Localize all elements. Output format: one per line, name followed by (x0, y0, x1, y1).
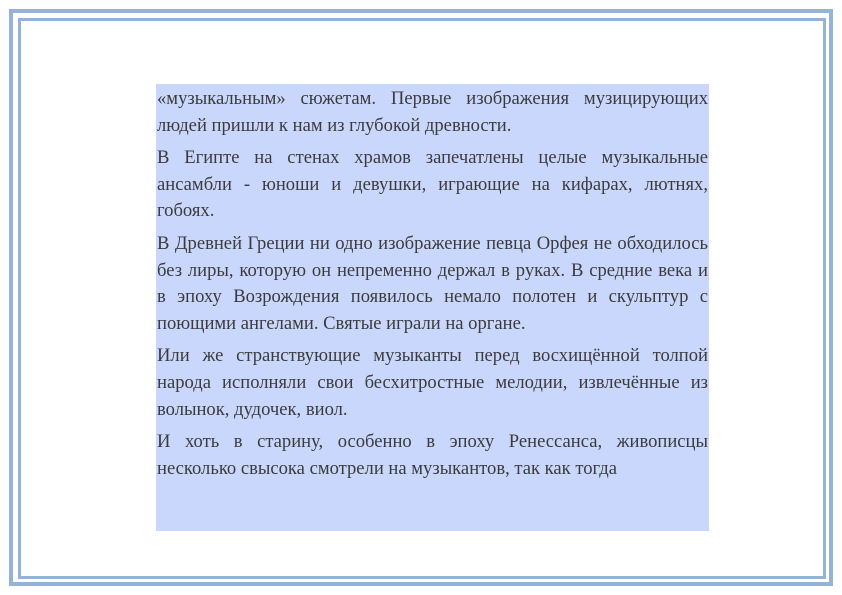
paragraph-3: В Древней Греции ни одно изображение певца Орфея не обходилось без лиры, которую он непременно держал в руках. В средние века и в эпоху Возрождения появилось немало полотен и скульптур с поющими ангелами. Святые играли на органе. (157, 232, 708, 334)
paragraph-4: Или же странствующие музыканты перед восхищённой толпой народа исполняли свои бесхитростные мелодии, извлечённые из волынок, дудочек, виол. (157, 345, 708, 420)
paragraph-1: «музыкальным» сюжетам. Первые изображения музицирующих людей пришли к нам из глубокой древности. (157, 88, 708, 136)
text-box[interactable] (156, 84, 709, 531)
paragraph-2: В Египте на стенах храмов запечатлены целые музыкальные ансамбли - юноши и девушки, играющие на кифарах, лютнях, гобоях. (157, 147, 708, 222)
paragraph-5: И хоть в старину, особенно в эпоху Ренессанса, живописцы несколько свысока смотрели на музыкантов, так как тогда (157, 431, 708, 479)
